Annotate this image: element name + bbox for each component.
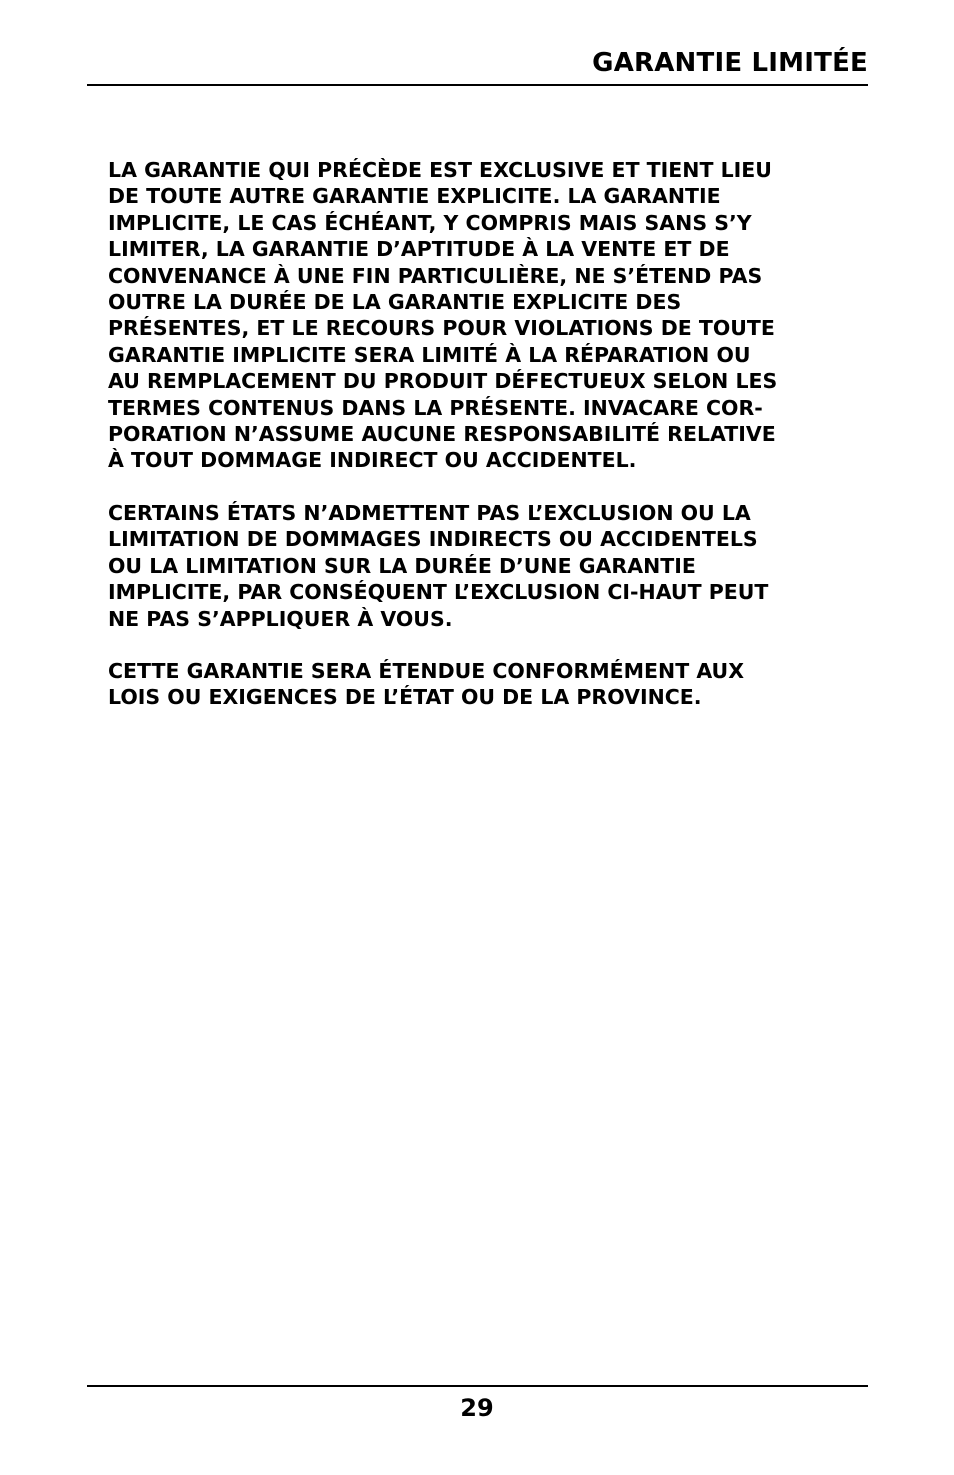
header-divider	[87, 84, 868, 86]
page-number: 29	[460, 1394, 494, 1422]
text-line: GARANTIE IMPLICITE SERA LIMITÉ À LA RÉPARATION OU	[108, 342, 751, 367]
text-line: LIMITER, LA GARANTIE D’APTITUDE À LA VENTE ET DE	[108, 237, 730, 262]
text-line: PORATION N’ASSUME AUCUNE RESPONSABILITÉ RELATIVE	[108, 422, 776, 447]
text-line: CERTAINS ÉTATS N’ADMETTENT PAS L’EXCLUSION OU LA	[108, 500, 751, 525]
text-line: IMPLICITE, PAR CONSÉQUENT L’EXCLUSION CI-HAUT PEUT	[108, 580, 769, 605]
text-line: NE PAS S’APPLIQUER À VOUS.	[108, 606, 453, 631]
text-line: LA GARANTIE QUI PRÉCÈDE EST EXCLUSIVE ET TIENT LIEU	[108, 158, 772, 182]
text-line: DE TOUTE AUTRE GARANTIE EXPLICITE. LA GARANTIE	[108, 184, 721, 209]
text-line: OU LA LIMITATION SUR LA DURÉE D’UNE GARANTIE	[108, 553, 696, 578]
footer-divider	[87, 1385, 868, 1387]
warranty-paragraph-limitation	[108, 500, 850, 632]
text-line: PRÉSENTES, ET LE RECOURS POUR VIOLATIONS DE TOUTE	[108, 316, 775, 341]
text-line: AU REMPLACEMENT DU PRODUIT DÉFECTUEUX SELON LES	[108, 369, 778, 394]
text-line: OUTRE LA DURÉE DE LA GARANTIE EXPLICITE DES	[108, 290, 682, 315]
text-line: CETTE GARANTIE SERA ÉTENDUE CONFORMÉMENT AUX	[108, 658, 745, 683]
warranty-body	[108, 157, 850, 737]
warranty-paragraph-extension	[108, 658, 850, 711]
page-header-title: GARANTIE LIMITÉE	[592, 48, 868, 78]
text-line: LIMITATION DE DOMMAGES INDIRECTS OU ACCIDENTELS	[108, 527, 758, 552]
text-line: LOIS OU EXIGENCES DE L’ÉTAT OU DE LA PROVINCE.	[108, 685, 702, 710]
text-line: IMPLICITE, LE CAS ÉCHÉANT, Y COMPRIS MAIS SANS S’Y	[108, 210, 752, 235]
text-line: TERMES CONTENUS DANS LA PRÉSENTE. INVACARE COR-	[108, 395, 763, 420]
text-line: À TOUT DOMMAGE INDIRECT OU ACCIDENTEL.	[108, 448, 637, 473]
warranty-paragraph-exclusive	[108, 157, 850, 474]
text-line: CONVENANCE À UNE FIN PARTICULIÈRE, NE S’ÉTEND PAS	[108, 263, 763, 288]
